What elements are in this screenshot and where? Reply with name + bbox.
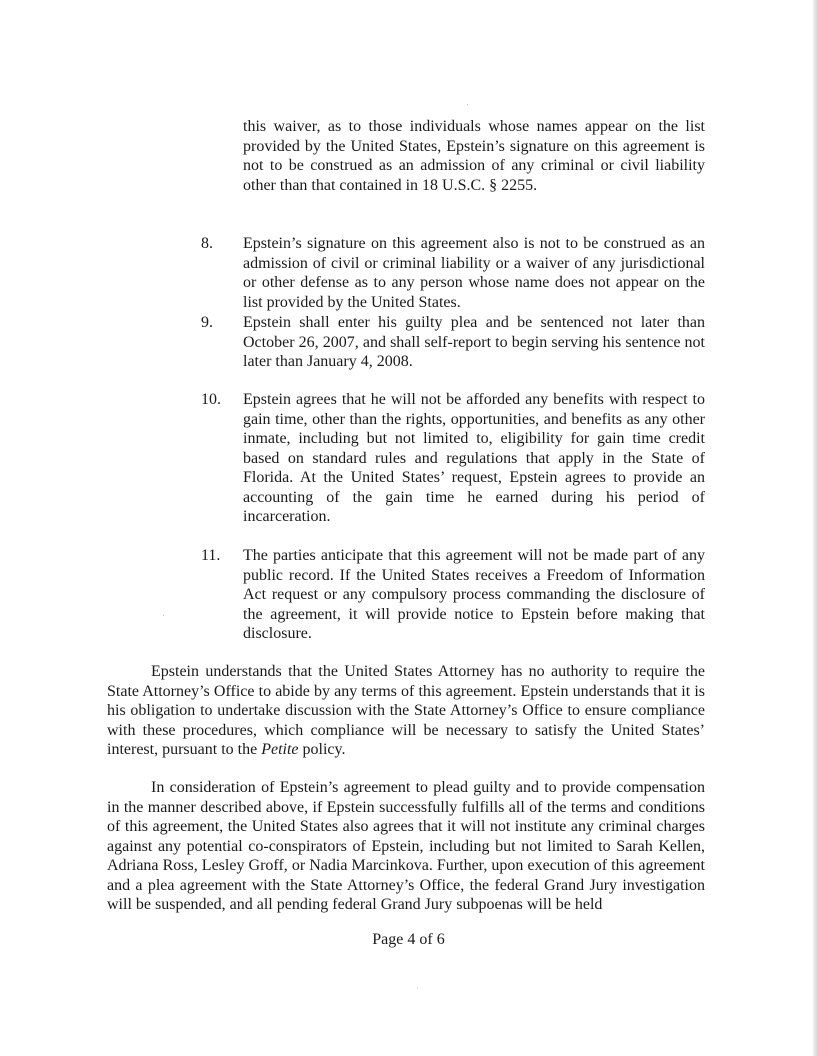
list-item-8 (201, 234, 705, 312)
list-item-9 (201, 313, 705, 372)
continued-item-text: this waiver, as to those individuals whose names appear on the list provided by the United States, Epstein’s signature on this agreement is not to be construed as an admission of any criminal or civil liability other than that contained in 18 U.S.C. § 2255. (243, 118, 705, 194)
list-item-number: 8. (201, 235, 213, 252)
scan-speck (467, 104, 468, 105)
list-item-10 (201, 390, 705, 527)
list-item-11 (201, 546, 705, 644)
list-item-text: Epstein agrees that he will not be afforded any benefits with respect to gain time, other than the rights, opportunities, and benefits as any other inmate, including but not limited to, eligibility for gain time credit based on standard rules and regulations that apply in the State of Florida. At the United States’ request, Epstein agrees to provide an accounting of the gain time he earned during his period of incarceration. (243, 391, 705, 525)
footer-of-label: of (419, 931, 433, 948)
petite-policy-term: Petite (261, 741, 299, 758)
scan-speck (417, 987, 418, 988)
list-item-text: Epstein shall enter his guilty plea and be sentenced not later than October 26, 2007, and shall self-report to begin serving his sentence not later than January 4, 2008. (243, 314, 705, 370)
footer-page-label: Page (372, 931, 404, 948)
footer-total-pages: 6 (436, 931, 445, 948)
list-item-text: The parties anticipate that this agreement will not be made part of any public record. If the United States receives a Freedom of Information Act request or any compulsory process commanding the disclosure of the agreement, it will provide notice to Epstein before making that disclosure. (243, 547, 705, 642)
list-item-number: 10. (201, 391, 221, 408)
list-item-number: 9. (201, 314, 213, 331)
paragraph-text-end: policy. (298, 741, 346, 758)
list-item-text: Epstein’s signature on this agreement also is not to be construed as an admission of civil or criminal liability or a waiver of any jurisdictional or other defense as to any person whose name does not appear on the list provided by the United States. (243, 235, 705, 311)
scan-edge-shadow (813, 0, 817, 1056)
paragraph-text: Epstein understands that the United States Attorney has no authority to require the State Attorney’s Office to abide by any terms of this agreement. Epstein understands that it is his obligation to undertake discussion with the State Attorney’s Office to ensure compliance with these procedures, which compliance will be necessary to satisfy the United States’ interest, pursuant to the (107, 663, 705, 758)
paragraph-consideration: In consideration of Epstein’s agreement to plead guilty and to provide compensation in the manner described above, if Epstein successfully fulfills all of the terms and conditions of this agreement, the United States also agrees that it will not institute any criminal charges against any potential co-conspirators of Epstein, including but not limited to Sarah Kellen, Adriana Ross, Lesley Groff, or Nadia Marcinkova. Further, upon execution of this agreement and a plea agreement with the State Attorney’s Office, the federal Grand Jury investigation will be suspended, and all pending federal Grand Jury subpoenas will be held (107, 779, 705, 913)
scan-speck (163, 615, 164, 616)
footer-page-number: 4 (407, 931, 416, 948)
page-number-footer (0, 931, 817, 949)
list-item-number: 11. (201, 547, 221, 564)
paragraph-state-attorney (107, 662, 705, 760)
